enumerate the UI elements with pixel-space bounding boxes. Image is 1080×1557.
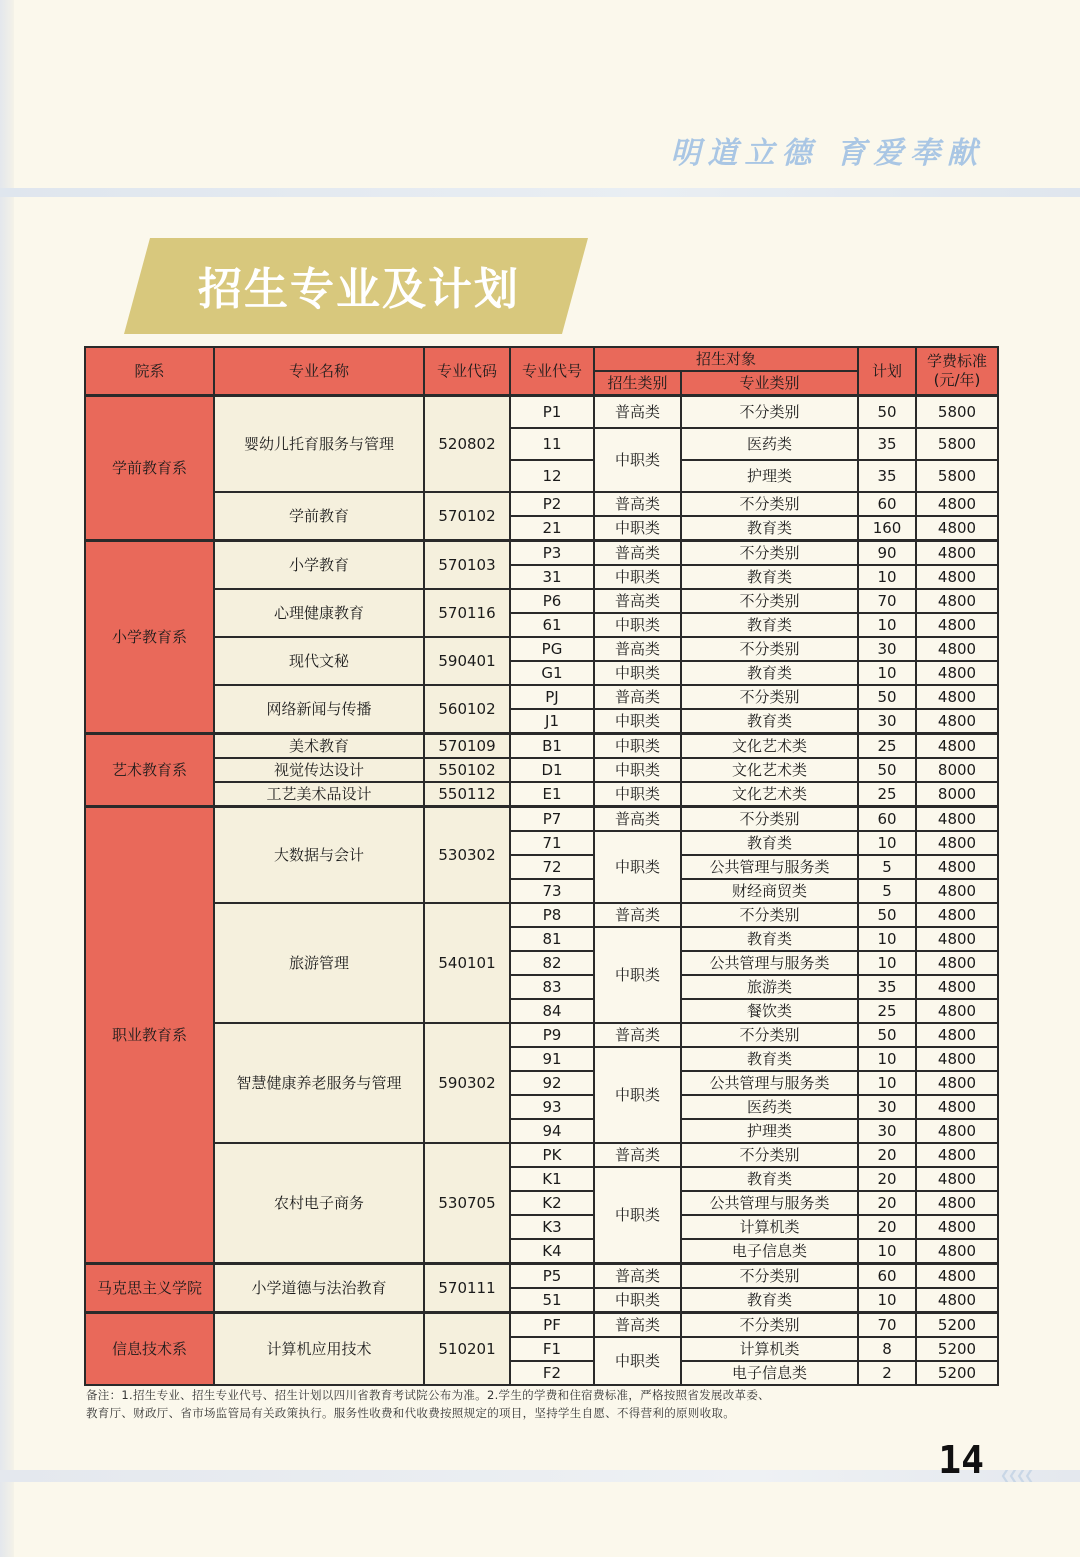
fee-cell: 4800 [916, 637, 998, 661]
plan-cell: 30 [858, 1119, 916, 1143]
enroll-code-cell: 12 [510, 460, 594, 492]
subject-cell: 不分类别 [681, 685, 858, 709]
major-code-cell: 560102 [424, 685, 510, 734]
enroll-code-cell: 72 [510, 855, 594, 879]
header-target: 招生对象 [594, 347, 858, 371]
page-title: 招生专业及计划 [198, 264, 520, 315]
fee-cell: 4800 [916, 516, 998, 541]
major-cell: 工艺美术品设计 [214, 782, 424, 807]
category-cell: 普高类 [594, 685, 681, 709]
header-fee-unit: (元/年) [933, 371, 981, 389]
plan-cell: 8 [858, 1337, 916, 1361]
major-cell: 旅游管理 [214, 903, 424, 1023]
subject-cell: 公共管理与服务类 [681, 951, 858, 975]
category-cell: 普高类 [594, 903, 681, 927]
fee-cell: 5800 [916, 428, 998, 460]
category-cell: 普高类 [594, 1023, 681, 1047]
subject-cell: 医药类 [681, 1095, 858, 1119]
fee-cell: 5800 [916, 460, 998, 492]
plan-cell: 5 [858, 855, 916, 879]
enroll-code-cell: 31 [510, 565, 594, 589]
enroll-code-cell: PG [510, 637, 594, 661]
category-cell: 普高类 [594, 396, 681, 428]
subject-cell: 公共管理与服务类 [681, 855, 858, 879]
subject-cell: 计算机类 [681, 1215, 858, 1239]
category-cell: 中职类 [594, 709, 681, 734]
major-cell: 网络新闻与传播 [214, 685, 424, 734]
enroll-code-cell: K4 [510, 1239, 594, 1264]
plan-cell: 30 [858, 709, 916, 734]
enroll-code-cell: 83 [510, 975, 594, 999]
fee-cell: 4800 [916, 927, 998, 951]
plan-cell: 25 [858, 733, 916, 758]
subject-cell: 医药类 [681, 428, 858, 460]
fee-cell: 4800 [916, 1239, 998, 1264]
fee-cell: 4800 [916, 1288, 998, 1313]
enroll-code-cell: F1 [510, 1337, 594, 1361]
major-cell: 美术教育 [214, 733, 424, 758]
enroll-code-cell: D1 [510, 758, 594, 782]
enroll-code-cell: 84 [510, 999, 594, 1023]
plan-cell: 50 [858, 758, 916, 782]
fee-cell: 4800 [916, 855, 998, 879]
footnote-line-2: 教育厅、财政厅、省市场监管局有关政策执行。服务性收费和代收费按照规定的项目，坚持学生自愿、不得营利的原则收取。 [86, 1406, 735, 1420]
subject-cell: 护理类 [681, 460, 858, 492]
subject-cell: 不分类别 [681, 396, 858, 428]
fee-cell: 5200 [916, 1361, 998, 1385]
subject-cell: 教育类 [681, 565, 858, 589]
plan-cell: 60 [858, 492, 916, 516]
plan-cell: 30 [858, 1095, 916, 1119]
subject-cell: 不分类别 [681, 540, 858, 565]
plan-cell: 20 [858, 1191, 916, 1215]
plan-cell: 70 [858, 589, 916, 613]
page-number: 14 [938, 1438, 984, 1482]
subject-cell: 不分类别 [681, 492, 858, 516]
page-edge-strip [0, 0, 14, 1557]
plan-cell: 10 [858, 1047, 916, 1071]
subject-cell: 电子信息类 [681, 1361, 858, 1385]
fee-cell: 4800 [916, 999, 998, 1023]
enroll-code-cell: B1 [510, 733, 594, 758]
fee-cell: 4800 [916, 879, 998, 903]
enroll-code-cell: G1 [510, 661, 594, 685]
major-cell: 学前教育 [214, 492, 424, 541]
fee-cell: 4800 [916, 733, 998, 758]
major-cell: 现代文秘 [214, 637, 424, 685]
subject-cell: 护理类 [681, 1119, 858, 1143]
fee-cell: 5200 [916, 1312, 998, 1337]
major-code-cell: 550112 [424, 782, 510, 807]
category-cell: 普高类 [594, 806, 681, 831]
enroll-code-cell: 81 [510, 927, 594, 951]
major-code-cell: 570111 [424, 1263, 510, 1312]
category-cell: 中职类 [594, 661, 681, 685]
fee-cell: 4800 [916, 661, 998, 685]
major-cell: 农村电子商务 [214, 1143, 424, 1264]
fee-cell: 4800 [916, 1047, 998, 1071]
enroll-code-cell: P7 [510, 806, 594, 831]
enroll-code-cell: 94 [510, 1119, 594, 1143]
plan-cell: 50 [858, 396, 916, 428]
major-code-cell: 510201 [424, 1312, 510, 1385]
top-decorative-band [0, 188, 1080, 197]
major-cell: 小学道德与法治教育 [214, 1263, 424, 1312]
subject-cell: 不分类别 [681, 806, 858, 831]
subject-cell: 电子信息类 [681, 1239, 858, 1264]
enroll-code-cell: PK [510, 1143, 594, 1167]
subject-cell: 文化艺术类 [681, 733, 858, 758]
header-fee-label: 学费标准 [927, 352, 988, 370]
plan-cell: 20 [858, 1167, 916, 1191]
subject-cell: 教育类 [681, 1047, 858, 1071]
fee-cell: 4800 [916, 1143, 998, 1167]
subject-cell: 餐饮类 [681, 999, 858, 1023]
subject-cell: 教育类 [681, 1288, 858, 1313]
fee-cell: 4800 [916, 492, 998, 516]
enroll-code-cell: 73 [510, 879, 594, 903]
category-cell: 中职类 [594, 831, 681, 903]
major-code-cell: 590302 [424, 1023, 510, 1143]
fee-cell: 4800 [916, 540, 998, 565]
subject-cell: 公共管理与服务类 [681, 1191, 858, 1215]
category-cell: 普高类 [594, 1312, 681, 1337]
plan-cell: 5 [858, 879, 916, 903]
dept-cell: 小学教育系 [85, 540, 214, 733]
fee-cell: 8000 [916, 758, 998, 782]
category-cell: 中职类 [594, 758, 681, 782]
major-code-cell: 540101 [424, 903, 510, 1023]
header-major: 专业名称 [214, 347, 424, 396]
header-major-code: 专业代码 [424, 347, 510, 396]
plan-cell: 20 [858, 1215, 916, 1239]
category-cell: 普高类 [594, 540, 681, 565]
plan-cell: 10 [858, 1239, 916, 1264]
category-cell: 中职类 [594, 733, 681, 758]
enroll-code-cell: 51 [510, 1288, 594, 1313]
enroll-code-cell: 11 [510, 428, 594, 460]
subject-cell: 不分类别 [681, 1143, 858, 1167]
plan-cell: 10 [858, 1288, 916, 1313]
subject-cell: 教育类 [681, 613, 858, 637]
major-cell: 大数据与会计 [214, 806, 424, 903]
enroll-code-cell: 21 [510, 516, 594, 541]
subject-cell: 不分类别 [681, 1023, 858, 1047]
fee-cell: 4800 [916, 903, 998, 927]
fee-cell: 4800 [916, 1119, 998, 1143]
fee-cell: 5200 [916, 1337, 998, 1361]
category-cell: 中职类 [594, 782, 681, 807]
bottom-decorative-band [0, 1470, 1080, 1482]
fee-cell: 4800 [916, 1167, 998, 1191]
enroll-code-cell: 92 [510, 1071, 594, 1095]
table-body [85, 396, 998, 1385]
major-code-cell: 520802 [424, 396, 510, 492]
subject-cell: 不分类别 [681, 1312, 858, 1337]
major-cell: 智慧健康养老服务与管理 [214, 1023, 424, 1143]
fee-cell: 4800 [916, 831, 998, 855]
category-cell: 普高类 [594, 589, 681, 613]
fee-cell: 4800 [916, 1215, 998, 1239]
fee-cell: 4800 [916, 975, 998, 999]
subject-cell: 文化艺术类 [681, 758, 858, 782]
major-code-cell: 570103 [424, 540, 510, 589]
header-category: 招生类别 [594, 371, 681, 396]
enroll-code-cell: 61 [510, 613, 594, 637]
plan-cell: 10 [858, 1071, 916, 1095]
category-cell: 普高类 [594, 637, 681, 661]
enroll-code-cell: K2 [510, 1191, 594, 1215]
subject-cell: 教育类 [681, 1167, 858, 1191]
major-cell: 心理健康教育 [214, 589, 424, 637]
plan-cell: 50 [858, 1023, 916, 1047]
header-enroll-code: 专业代号 [510, 347, 594, 396]
fee-cell: 4800 [916, 613, 998, 637]
plan-cell: 10 [858, 613, 916, 637]
subject-cell: 教育类 [681, 927, 858, 951]
subject-cell: 不分类别 [681, 589, 858, 613]
dept-cell: 信息技术系 [85, 1312, 214, 1385]
enroll-code-cell: PJ [510, 685, 594, 709]
fee-cell: 4800 [916, 709, 998, 734]
category-cell: 中职类 [594, 428, 681, 492]
dept-cell: 马克思主义学院 [85, 1263, 214, 1312]
plan-cell: 10 [858, 661, 916, 685]
plan-cell: 90 [858, 540, 916, 565]
subject-cell: 教育类 [681, 709, 858, 734]
plan-cell: 60 [858, 1263, 916, 1288]
fee-cell: 5800 [916, 396, 998, 428]
subject-cell: 教育类 [681, 516, 858, 541]
category-cell: 中职类 [594, 1288, 681, 1313]
fee-cell: 4800 [916, 1023, 998, 1047]
dept-cell: 职业教育系 [85, 806, 214, 1263]
chevron-decoration-icon: ❮❮❮❮ [1000, 1468, 1033, 1482]
subject-cell: 公共管理与服务类 [681, 1071, 858, 1095]
fee-cell: 4800 [916, 1191, 998, 1215]
plan-cell: 35 [858, 428, 916, 460]
header-fee [916, 347, 998, 396]
plan-cell: 10 [858, 951, 916, 975]
enrollment-plan-table [84, 346, 999, 1386]
major-code-cell: 570116 [424, 589, 510, 637]
plan-cell: 10 [858, 831, 916, 855]
subject-cell: 文化艺术类 [681, 782, 858, 807]
plan-cell: 25 [858, 782, 916, 807]
plan-cell: 50 [858, 903, 916, 927]
dept-cell: 学前教育系 [85, 396, 214, 541]
fee-cell: 4800 [916, 951, 998, 975]
enroll-code-cell: P6 [510, 589, 594, 613]
enroll-code-cell: P8 [510, 903, 594, 927]
header-plan: 计划 [858, 347, 916, 396]
subject-cell: 旅游类 [681, 975, 858, 999]
enroll-code-cell: 91 [510, 1047, 594, 1071]
plan-cell: 35 [858, 975, 916, 999]
major-cell: 视觉传达设计 [214, 758, 424, 782]
plan-cell: 160 [858, 516, 916, 541]
major-code-cell: 570109 [424, 733, 510, 758]
category-cell: 中职类 [594, 927, 681, 1023]
subject-cell: 不分类别 [681, 1263, 858, 1288]
subject-cell: 不分类别 [681, 903, 858, 927]
fee-cell: 4800 [916, 565, 998, 589]
enroll-code-cell: J1 [510, 709, 594, 734]
fee-cell: 4800 [916, 589, 998, 613]
plan-cell: 60 [858, 806, 916, 831]
category-cell: 普高类 [594, 1143, 681, 1167]
plan-cell: 50 [858, 685, 916, 709]
subject-cell: 不分类别 [681, 637, 858, 661]
category-cell: 中职类 [594, 565, 681, 589]
major-code-cell: 530705 [424, 1143, 510, 1264]
major-cell: 婴幼儿托育服务与管理 [214, 396, 424, 492]
footnote [86, 1386, 1006, 1422]
enroll-code-cell: P9 [510, 1023, 594, 1047]
fee-cell: 4800 [916, 1263, 998, 1288]
dept-cell: 艺术教育系 [85, 733, 214, 806]
enroll-code-cell: F2 [510, 1361, 594, 1385]
category-cell: 中职类 [594, 1167, 681, 1264]
enroll-code-cell: K1 [510, 1167, 594, 1191]
enroll-code-cell: 82 [510, 951, 594, 975]
footnote-line-1: 备注：1.招生专业、招生专业代号、招生计划以四川省教育考试院公布为准。2.学生的学费和住宿费标准，严格按照省发展改革委、 [86, 1388, 770, 1402]
major-cell: 计算机应用技术 [214, 1312, 424, 1385]
fee-cell: 4800 [916, 806, 998, 831]
subject-cell: 教育类 [681, 831, 858, 855]
enroll-code-cell: 71 [510, 831, 594, 855]
plan-cell: 25 [858, 999, 916, 1023]
plan-cell: 2 [858, 1361, 916, 1385]
enroll-code-cell: P5 [510, 1263, 594, 1288]
motto: 明道立德 育爱奉献 [670, 136, 984, 171]
plan-cell: 10 [858, 565, 916, 589]
major-cell: 小学教育 [214, 540, 424, 589]
plan-cell: 10 [858, 927, 916, 951]
fee-cell: 4800 [916, 685, 998, 709]
fee-cell: 4800 [916, 1095, 998, 1119]
enroll-code-cell: P1 [510, 396, 594, 428]
subject-cell: 财经商贸类 [681, 879, 858, 903]
enroll-code-cell: PF [510, 1312, 594, 1337]
subject-cell: 教育类 [681, 661, 858, 685]
category-cell: 中职类 [594, 613, 681, 637]
plan-cell: 30 [858, 637, 916, 661]
major-code-cell: 530302 [424, 806, 510, 903]
major-code-cell: 570102 [424, 492, 510, 541]
major-code-cell: 550102 [424, 758, 510, 782]
enroll-code-cell: P2 [510, 492, 594, 516]
header-subject: 专业类别 [681, 371, 858, 396]
fee-cell: 8000 [916, 782, 998, 807]
category-cell: 中职类 [594, 1047, 681, 1143]
subject-cell: 计算机类 [681, 1337, 858, 1361]
major-code-cell: 590401 [424, 637, 510, 685]
enroll-code-cell: P3 [510, 540, 594, 565]
plan-cell: 35 [858, 460, 916, 492]
header-dept: 院系 [85, 347, 214, 396]
category-cell: 普高类 [594, 1263, 681, 1288]
category-cell: 中职类 [594, 1337, 681, 1385]
category-cell: 普高类 [594, 492, 681, 516]
plan-cell: 20 [858, 1143, 916, 1167]
plan-cell: 70 [858, 1312, 916, 1337]
enroll-code-cell: K3 [510, 1215, 594, 1239]
category-cell: 中职类 [594, 516, 681, 541]
fee-cell: 4800 [916, 1071, 998, 1095]
enroll-code-cell: 93 [510, 1095, 594, 1119]
enroll-code-cell: E1 [510, 782, 594, 807]
